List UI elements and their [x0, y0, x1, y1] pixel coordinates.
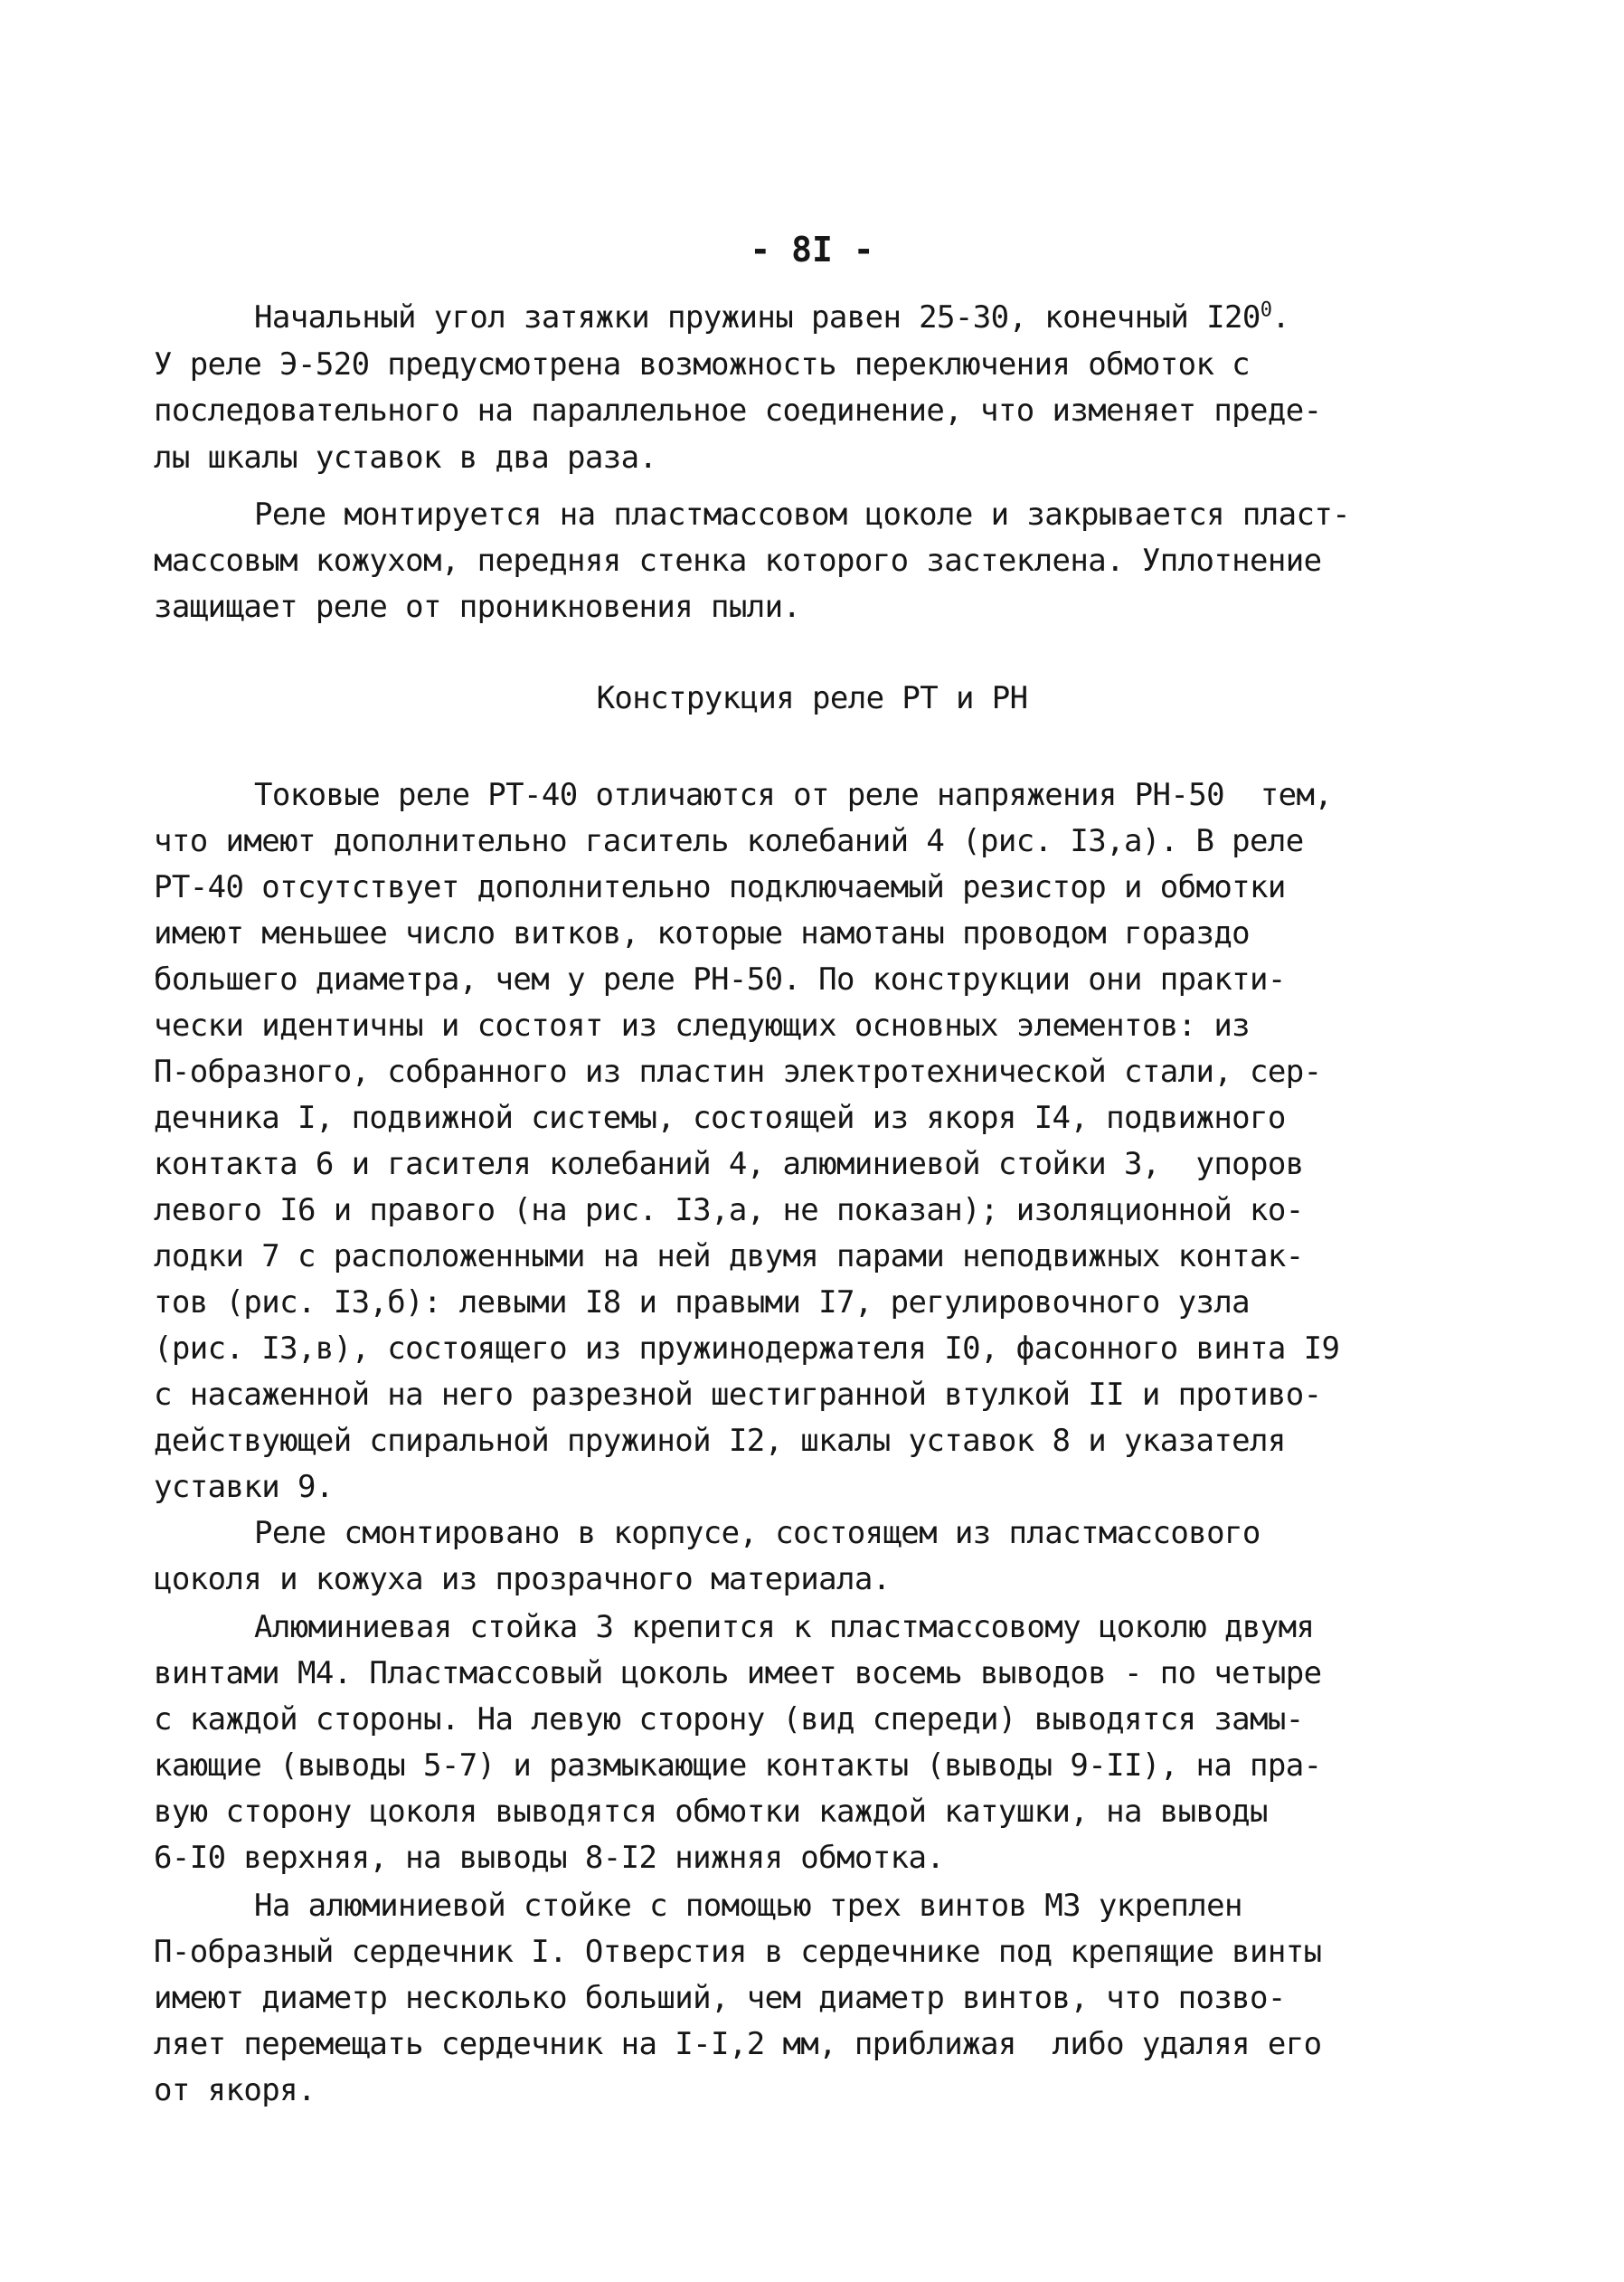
paragraph-line: Реле смонтировано в корпусе, состоящем из пластмассового — [254, 1515, 1260, 1551]
paragraph-line: РТ-40 отсутствует дополнительно подключаемый резистор и обмотки — [154, 869, 1286, 905]
paragraph-line: с каждой стороны. На левую сторону (вид спереди) выводятся замы- — [154, 1701, 1304, 1738]
section-heading: Конструкция реле РТ и РН — [596, 680, 1028, 716]
paragraph-line: кающие (выводы 5-7) и размыкающие контакты (выводы 9-II), на пра- — [154, 1747, 1322, 1784]
paragraph-line — [254, 294, 1289, 341]
paragraph-line: винтами М4. Пластмассовый цоколь имеет восемь выводов - по четыре — [154, 1655, 1322, 1691]
paragraph-line: от якоря. — [154, 2072, 316, 2108]
paragraph-line: Реле монтируется на пластмассовом цоколе и закрывается пласт- — [254, 497, 1351, 533]
paragraph-line: уставки 9. — [154, 1469, 334, 1505]
paragraph-line: На алюминиевой стойке с помощью трех винтов М3 укреплен — [254, 1888, 1242, 1924]
paragraph-line: 6-I0 верхняя, на выводы 8-I2 нижняя обмотка. — [154, 1840, 945, 1876]
paragraph-line: П-образного, собранного из пластин электротехнической стали, сер- — [154, 1054, 1322, 1090]
paragraph-line: с насаженной на него разрезной шестигранной втулкой II и противо- — [154, 1377, 1322, 1413]
paragraph-line: контакта 6 и гасителя колебаний 4, алюминиевой стойки 3, упоров — [154, 1146, 1304, 1182]
paragraph-line: ляет перемещать сердечник на I-I,2 мм, приближая либо удаляя его — [154, 2026, 1322, 2062]
paragraph-line: последовательного на параллельное соединение, что изменяет преде- — [154, 393, 1322, 429]
paragraph-line: лы шкалы уставок в два раза. — [154, 440, 657, 476]
paragraph-line: вую сторону цоколя выводятся обмотки каждой катушки, на выводы — [154, 1794, 1268, 1830]
paragraph-line: У реле Э-520 предусмотрена возможность переключения обмоток с — [154, 346, 1251, 383]
paragraph-line-end: . — [1271, 299, 1290, 336]
paragraph-line: тов (рис. I3,б): левыми I8 и правыми I7, регулировочного узла — [154, 1284, 1251, 1321]
paragraph-line: левого I6 и правого (на рис. I3,а, не показан); изоляционной ко- — [154, 1192, 1304, 1228]
paragraph-line-text: Начальный угол затяжки пружины равен 25-30, конечный I20 — [254, 299, 1260, 336]
paragraph-line: действующей спиральной пружиной I2, шкалы уставок 8 и указателя — [154, 1423, 1286, 1459]
paragraph-line: что имеют дополнительно гаситель колебаний 4 (рис. I3,а). В реле — [154, 823, 1304, 859]
paragraph-line: имеют меньшее число витков, которые намотаны проводом гораздо — [154, 915, 1251, 952]
degree-superscript: 0 — [1260, 298, 1272, 322]
paragraph-line: Токовые реле РТ-40 отличаются от реле напряжения РН-50 тем, — [254, 777, 1333, 813]
paragraph-line: защищает реле от проникновения пыли. — [154, 589, 801, 625]
page-number: - 8I - — [750, 230, 874, 270]
paragraph-line: Алюминиевая стойка 3 крепится к пластмассовому цоколю двумя — [254, 1609, 1315, 1645]
paragraph-line: чески идентичны и состоят из следующих основных элементов: из — [154, 1008, 1251, 1044]
paragraph-line: дечника I, подвижной системы, состоящей из якоря I4, подвижного — [154, 1100, 1286, 1136]
paragraph-line: массовым кожухом, передняя стенка которого застеклена. Уплотнение — [154, 543, 1322, 579]
paragraph-line: имеют диаметр несколько больший, чем диаметр винтов, что позво- — [154, 1980, 1286, 2016]
paragraph-line: цоколя и кожуха из прозрачного материала. — [154, 1561, 891, 1597]
paragraph-line: П-образный сердечник I. Отверстия в сердечнике под крепящие винты — [154, 1934, 1322, 1970]
paragraph-line: (рис. I3,в), состоящего из пружинодержателя I0, фасонного винта I9 — [154, 1330, 1340, 1367]
paragraph-line: большего диаметра, чем у реле РН-50. По конструкции они практи- — [154, 961, 1286, 998]
paragraph-line: лодки 7 с расположенными на ней двумя парами неподвижных контак- — [154, 1238, 1304, 1274]
